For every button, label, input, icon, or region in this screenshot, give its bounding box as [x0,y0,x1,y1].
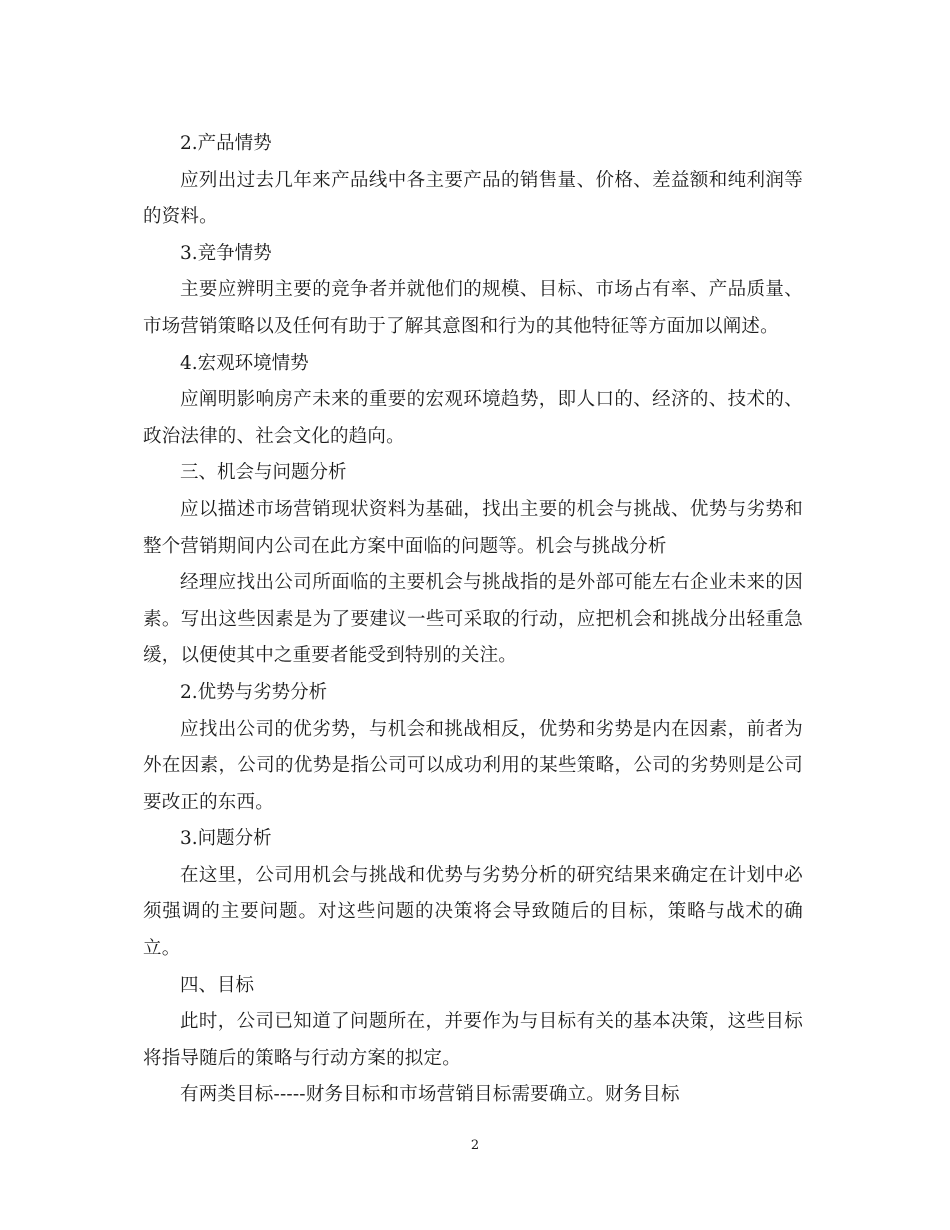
paragraph-opportunity-challenge: 经理应找出公司所面临的主要机会与挑战指的是外部可能左右企业未来的因素。写出这些因素是为了要建议一些可采取的行动，应把机会和挑战分出轻重急缓，以便使其中之重要者能受到特别的关注。 [143,572,803,667]
section-heading-opportunity-analysis: 三、机会与问题分析 [180,462,347,484]
document-body [143,126,803,1114]
paragraph-objectives: 此时，公司已知道了问题所在，并要作为与目标有关的基本决策，这些目标将指导随后的策略与行动方案的拟定。 [143,1011,803,1069]
paragraph-macro-environment: 应阐明影响房产未来的重要的宏观环境趋势，即人口的、经济的、技术的、政治法律的、社会文化的趋向。 [143,389,803,447]
paragraph-problem-analysis: 在这里，公司用机会与挑战和优势与劣势分析的研究结果来确定在计划中必须强调的主要问题。对这些问题的决策将会导致随后的目标，策略与战术的确立。 [143,864,803,960]
section-heading-product: 2.产品情势 [180,133,272,154]
section-heading-macro-environment: 4.宏观环境情势 [180,352,309,374]
section-heading-strengths-weaknesses: 2.优势与劣势分析 [180,681,328,703]
section-heading-competition: 3.竞争情势 [180,242,272,264]
section-heading-objectives: 四、目标 [180,974,255,996]
page-number: 2 [470,1138,480,1153]
paragraph-competition: 主要应辨明主要的竞争者并就他们的规模、目标、市场占有率、产品质量、市场营销策略以及任何有助于了解其意图和行为的其他特征等方面加以阐述。 [143,279,803,337]
paragraph-opportunity-analysis: 应以描述市场营销现状资料为基础，找出主要的机会与挑战、优势与劣势和整个营销期间内公司在此方案中面临的问题等。机会与挑战分析 [143,498,803,557]
section-heading-problem-analysis: 3.问题分析 [180,828,272,850]
paragraph-product: 应列出过去几年来产品线中各主要产品的销售量、价格、差益额和纯利润等的资料。 [143,169,803,228]
paragraph-strengths-weaknesses: 应找出公司的优劣势，与机会和挑战相反，优势和劣势是内在因素，前者为外在因素，公司的优势是指公司可以成功利用的某些策略，公司的劣势则是公司要改正的东西。 [143,718,803,813]
paragraph-objective-types: 有两类目标-----财务目标和市场营销目标需要确立。财务目标 [180,1084,680,1106]
